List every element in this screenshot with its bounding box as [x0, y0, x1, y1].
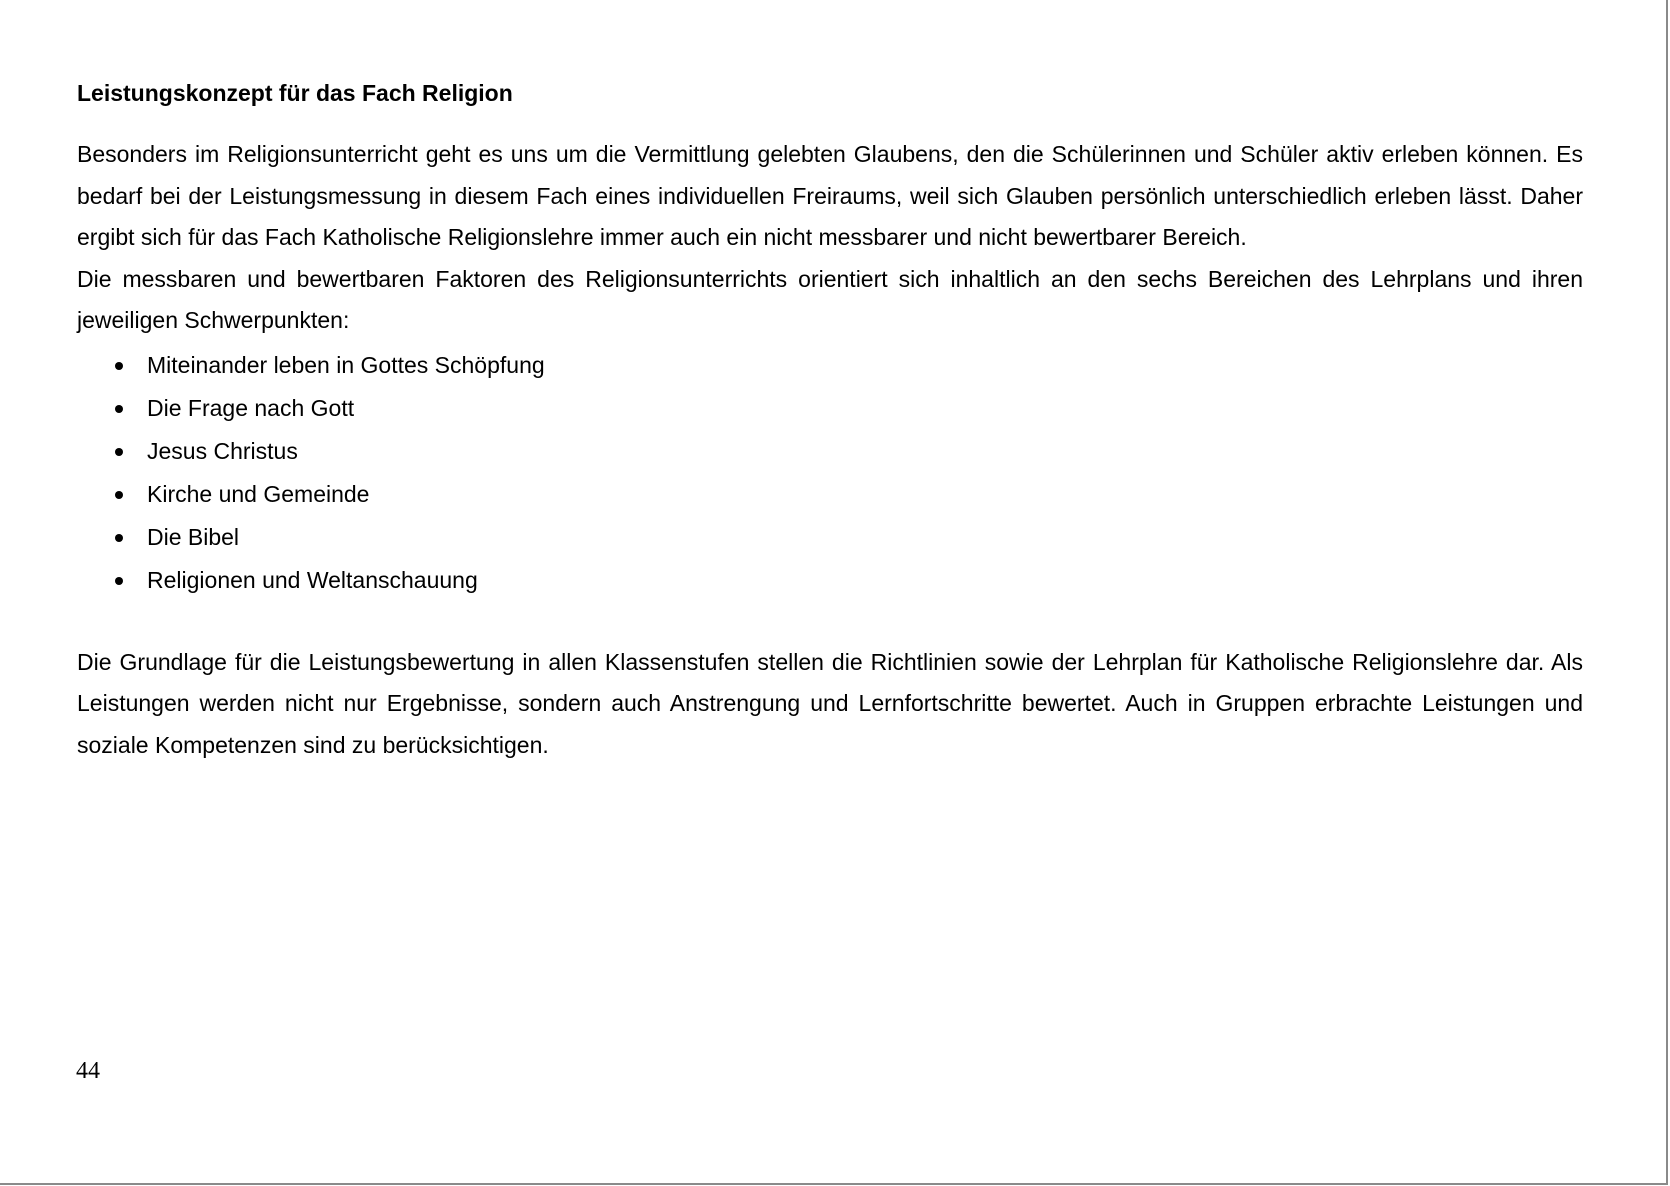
list-item-label: Miteinander leben in Gottes Schöpfung: [147, 351, 545, 378]
list-item: [77, 430, 1583, 473]
list-item: [77, 559, 1583, 602]
list-item-label: Kirche und Gemeinde: [147, 480, 370, 507]
intro-paragraph: Besonders im Religionsunterricht geht es uns um die Vermittlung gelebten Glaubens, den die Schülerinnen und Schüler aktiv erleben können. Es bedarf bei der Leistungsmessung in diesem Fach eines individuellen Freiraums, weil sich Glauben persönlich unterschiedlich erleben lässt. Daher ergibt sich für das Fach Katholische Religionslehre immer auch ein nicht messbarer und nicht bewertbarer Bereich.: [77, 141, 1583, 250]
bullet-icon: [115, 448, 123, 456]
bullet-icon: [115, 577, 123, 585]
bullet-icon: [115, 405, 123, 413]
bullet-icon: [115, 362, 123, 370]
curriculum-areas-list: [77, 344, 1583, 602]
list-item: [77, 473, 1583, 516]
list-item: [77, 516, 1583, 559]
list-item-label: Die Bibel: [147, 523, 240, 550]
page-number: 44: [76, 1058, 100, 1084]
list-item: [77, 344, 1583, 387]
list-item-label: Die Frage nach Gott: [147, 394, 355, 421]
factors-paragraph: Die messbaren und bewertbaren Faktoren des Religionsunterrichts orientiert sich inhaltlich an den sechs Bereichen des Lehrplans und ihren jeweiligen Schwerpunkten:: [77, 265, 1583, 333]
bullet-icon: [115, 534, 123, 542]
section-heading: Leistungskonzept für das Fach Religion: [77, 80, 513, 106]
list-item-label: Jesus Christus: [147, 437, 298, 464]
list-item: [77, 387, 1583, 430]
bullet-icon: [115, 491, 123, 499]
list-item-label: Religionen und Weltanschauung: [147, 566, 478, 593]
assessment-basis-paragraph: Die Grundlage für die Leistungsbewertung in allen Klassenstufen stellen die Richtlinien sowie der Lehrplan für Katholische Religionslehre dar. Als Leistungen werden nicht nur Ergebnisse, sondern auch Anstrengung und Lernfortschritte bewertet. Auch in Gruppen erbrachte Leistungen und soziale Kompetenzen sind zu berücksichtigen.: [77, 648, 1583, 758]
page-content: [77, 78, 1583, 766]
